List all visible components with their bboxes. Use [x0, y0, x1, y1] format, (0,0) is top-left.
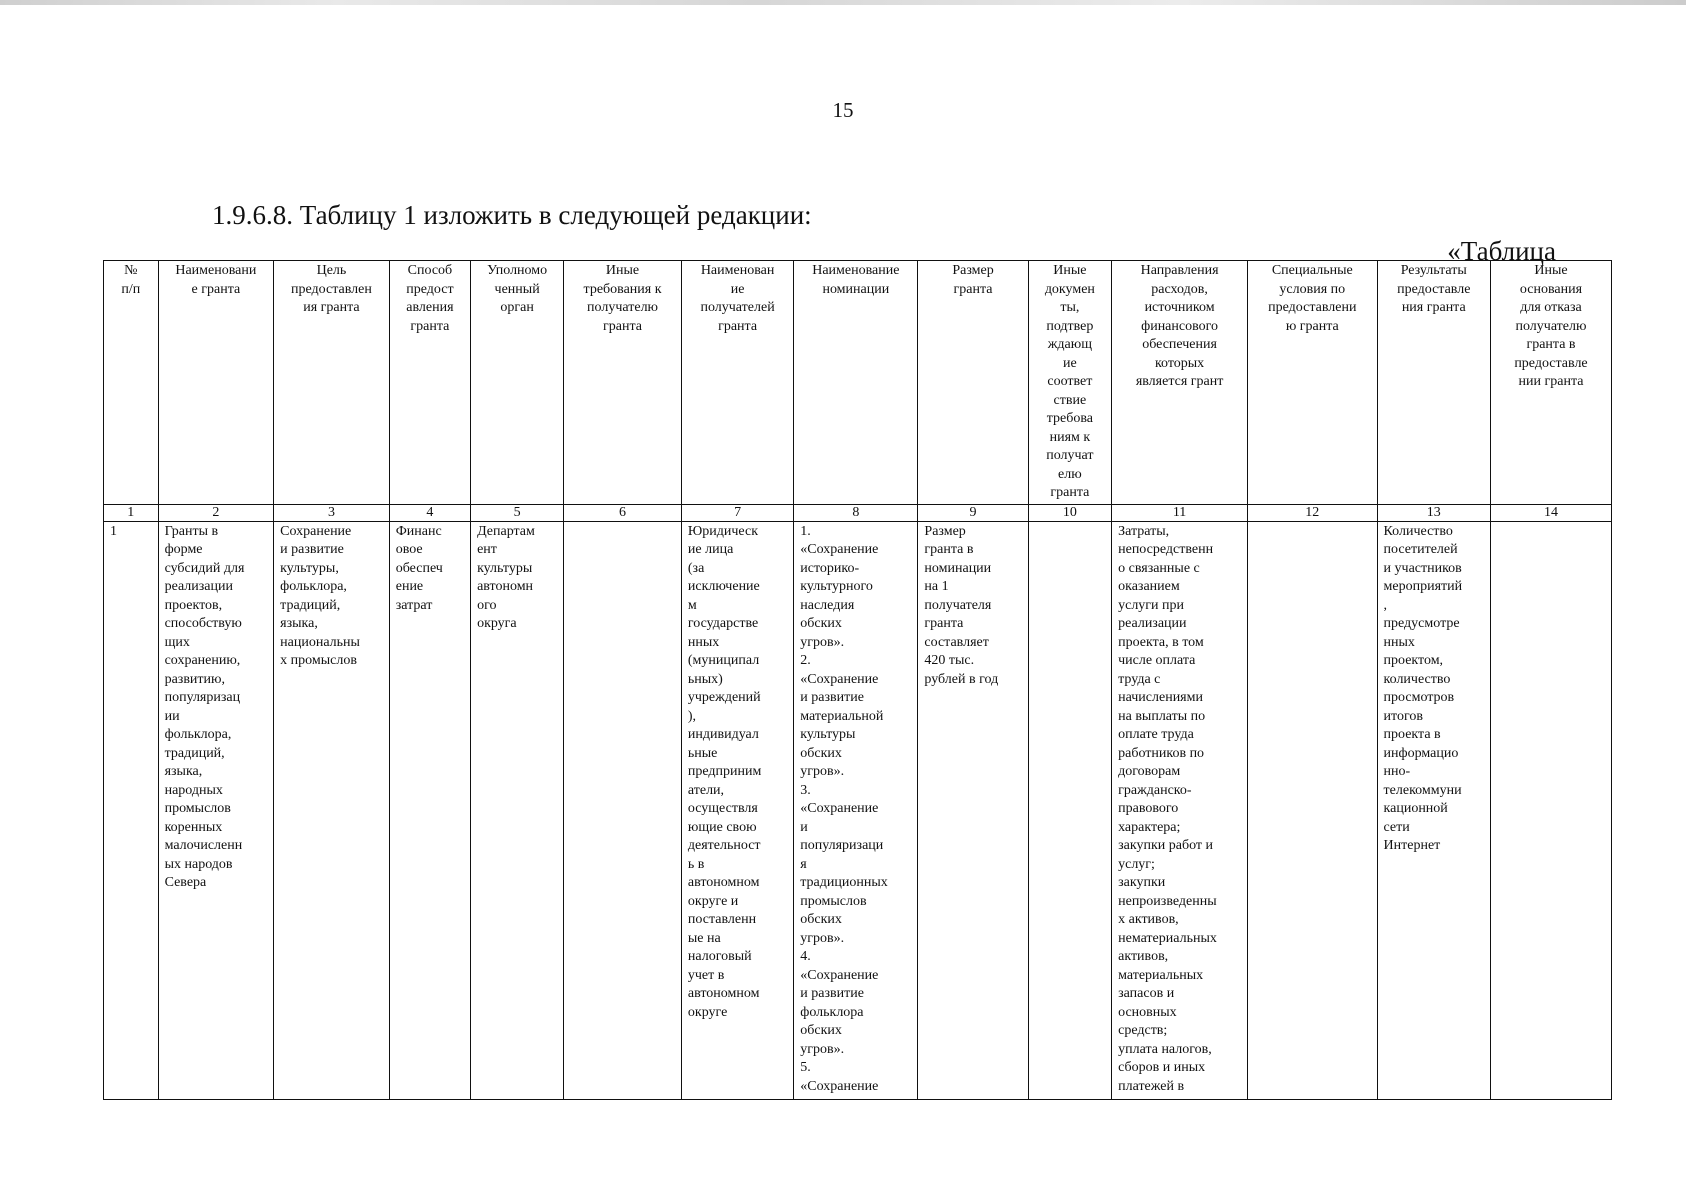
header-cell: Цель предоставлен ия гранта	[274, 261, 390, 505]
header-cell: Наименовани е гранта	[158, 261, 274, 505]
column-number: 14	[1490, 504, 1611, 521]
page-number: 15	[832, 98, 854, 122]
header-cell: Уполномо ченный орган	[471, 261, 564, 505]
table-cell: 1	[104, 521, 159, 1100]
column-number: 1	[104, 504, 159, 521]
column-number-row	[104, 504, 1612, 521]
table-cell: Юридическ ие лица (за исключение м государстве нных (муниципал ьных) учреждений ), индивидуал ьные предприним атели, осуществля ющие свою деятельност ь в автономном округе и поставленн ые на налоговый учет в автономном округе	[681, 521, 793, 1100]
header-cell: Иные основания для отказа получателю гранта в предоставле нии гранта	[1490, 261, 1611, 505]
header-cell: Иные докумен ты, подтвер ждающ ие соответ ствие требова ниям к получат елю гранта	[1028, 261, 1111, 505]
table-cell: Количество посетителей и участников мероприятий , предусмотре нных проектом, количество просмотров итогов проекта в информацио нно- телекоммуни кационной сети Интернет	[1377, 521, 1490, 1100]
column-number: 4	[389, 504, 470, 521]
column-number: 6	[564, 504, 682, 521]
column-number: 8	[794, 504, 918, 521]
column-number: 10	[1028, 504, 1111, 521]
table-cell: Сохранение и развитие культуры, фольклора, традиций, языка, национальны х промыслов	[274, 521, 390, 1100]
header-cell: Специальные условия по предоставлени ю гранта	[1248, 261, 1378, 505]
table-cell	[564, 521, 682, 1100]
header-cell: Иные требования к получателю гранта	[564, 261, 682, 505]
header-cell: Результаты предоставле ния гранта	[1377, 261, 1490, 505]
table-cell: Гранты в форме субсидий для реализации проектов, способствую щих сохранению, развитию, популяризац ии фольклора, традиций, языка, народных промыслов коренных малочисленн ых народов Севера	[158, 521, 274, 1100]
header-cell: Наименование номинации	[794, 261, 918, 505]
column-number: 9	[918, 504, 1028, 521]
grant-table	[103, 260, 1612, 1100]
table-cell: Затраты, непосредственн о связанные с оказанием услуги при реализации проекта, в том числе оплата труда с начислениями на выплаты по оплате труда работников по договорам гражданско- правового характера; закупки работ и услуг; закупки непроизведенны х активов, нематериальных активов, материальных запасов и основных средств; уплата налогов, сборов и иных платежей в	[1112, 521, 1248, 1100]
table-cell	[1490, 521, 1611, 1100]
table-caption: «Таблица	[1447, 236, 1556, 266]
header-cell: Способ предост авления гранта	[389, 261, 470, 505]
column-number: 2	[158, 504, 274, 521]
header-cell: № п/п	[104, 261, 159, 505]
table-cell	[1028, 521, 1111, 1100]
table-cell: Финанс овое обеспеч ение затрат	[389, 521, 470, 1100]
amendment-text: 1.9.6.8. Таблицу 1 изложить в следующей редакции:	[212, 200, 812, 230]
column-number: 13	[1377, 504, 1490, 521]
column-number: 5	[471, 504, 564, 521]
table-row	[104, 521, 1612, 1100]
header-cell: Наименован ие получателей гранта	[681, 261, 793, 505]
column-number: 3	[274, 504, 390, 521]
header-cell: Размер гранта	[918, 261, 1028, 505]
table-header-row	[104, 261, 1612, 505]
table-cell	[1248, 521, 1378, 1100]
column-number: 7	[681, 504, 793, 521]
column-number: 12	[1248, 504, 1378, 521]
header-cell: Направления расходов, источником финансового обеспечения которых является грант	[1112, 261, 1248, 505]
scan-edge-strip	[0, 0, 1686, 5]
column-number: 11	[1112, 504, 1248, 521]
table-cell: 1. «Сохранение историко- культурного наследия обских угров». 2. «Сохранение и развитие материальной культуры обских угров». 3. «Сохранение и популяризаци я традиционных промыслов обских угров». 4. «Сохранение и развитие фольклора обских угров». 5. «Сохранение	[794, 521, 918, 1100]
table-cell: Департам ент культуры автономн ого округа	[471, 521, 564, 1100]
table-cell: Размер гранта в номинации на 1 получателя гранта составляет 420 тыс. рублей в год	[918, 521, 1028, 1100]
